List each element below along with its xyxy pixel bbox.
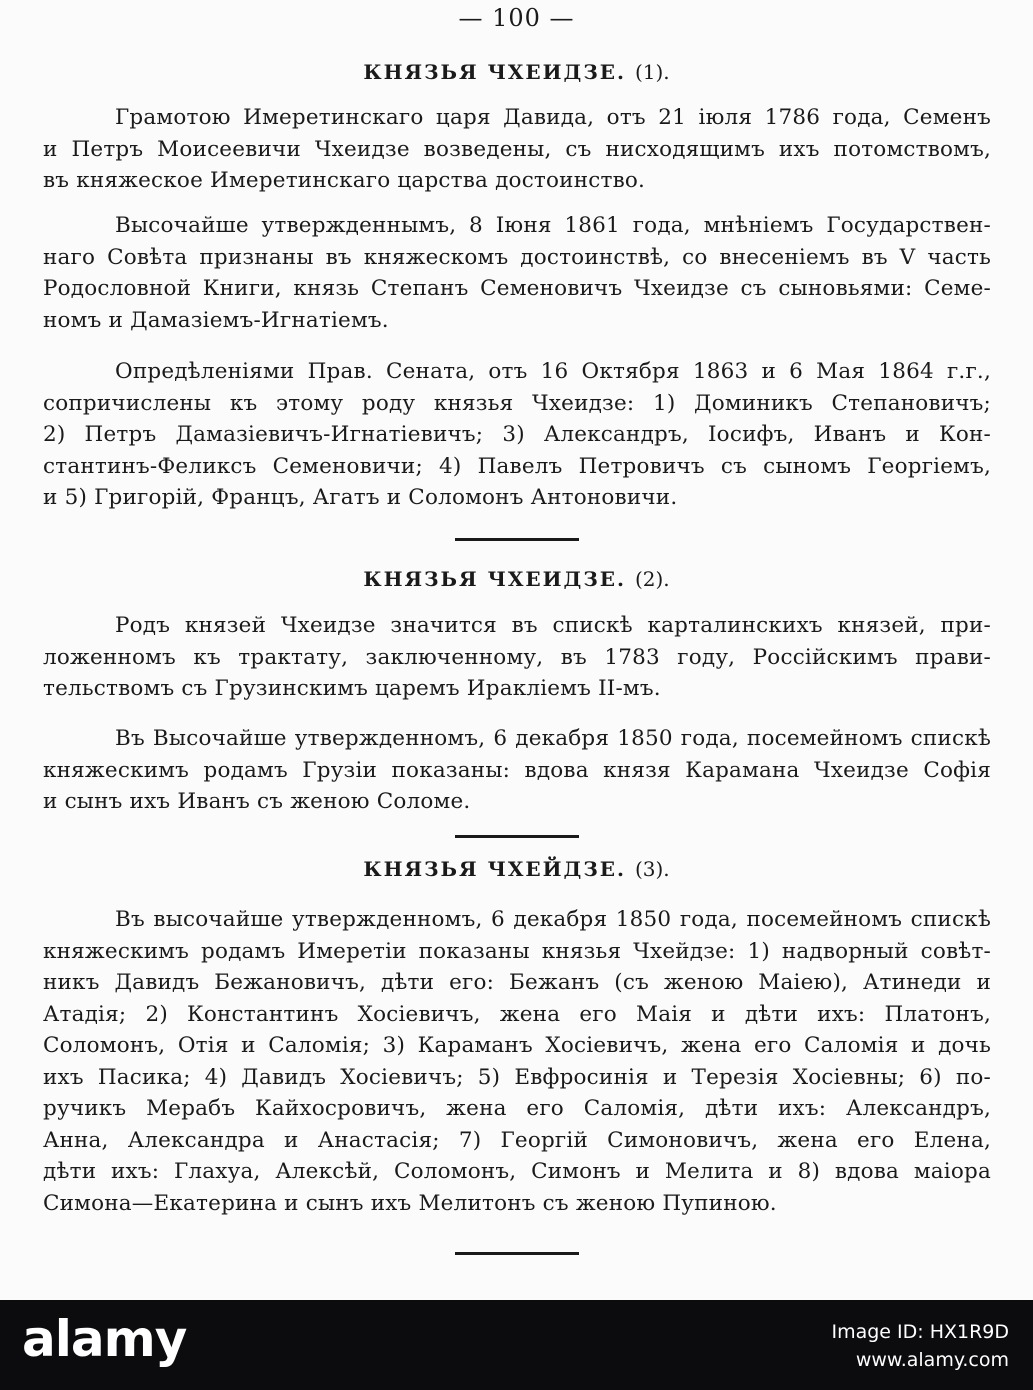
text-line: Родъ князей Чхеидзе значится въ спискѣ карталинскихъ князей, при- — [115, 613, 991, 638]
section-divider — [455, 1252, 579, 1255]
text-line: стантинъ-Феликсъ Семеновичи; 4) Павелъ Петровичъ съ сыномъ Георгіемъ, — [43, 453, 991, 479]
text-line: ихъ Пасика; 4) Давидъ Хосіевичъ; 5) Евфросинія и Терезія Хосіевны; 6) по- — [43, 1064, 991, 1090]
text-line: Опредѣленіями Прав. Сената, отъ 16 Октября 1863 и 6 Мая 1864 г.г., — [115, 359, 991, 384]
text-line: Въ Высочайше утвержденномъ, 6 декабря 1850 года, посемейномъ спискѣ — [115, 726, 991, 751]
text-line: Анна, Александра и Анастасія; 7) Георгій Симоновичъ, жена его Елена, — [43, 1127, 991, 1153]
section-2-paragraph-2 — [43, 723, 991, 818]
text-line: Высочайше утвержденнымъ, 8 Іюня 1861 года, мнѣніемъ Государствен- — [115, 213, 991, 238]
text-line: въ княжеское Имеретинскаго царства достоинство. — [43, 168, 646, 193]
section-3-number: (3). — [634, 857, 670, 881]
text-line: сопричислены къ этому роду князья Чхеидзе: 1) Доминикъ Степановичъ; — [43, 390, 991, 416]
text-line: княжескимъ родамъ Грузіи показаны: вдова князя Карамана Чхеидзе Софія — [43, 757, 991, 783]
text-line: Соломонъ, Отія и Саломія; 3) Караманъ Хосіевичъ, жена его Саломія и дочь — [43, 1033, 991, 1058]
section-3-paragraph-1 — [43, 904, 991, 1219]
image-id-block — [831, 1318, 1009, 1374]
text-line: Грамотою Имеретинскаго царя Давида, отъ 21 іюля 1786 года, Семенъ — [115, 105, 991, 130]
text-line: ложенномъ къ трактату, заключенному, въ 1783 году, Россійскимъ прави- — [43, 644, 991, 670]
section-divider — [455, 538, 579, 541]
section-3-title: КНЯЗЬЯ ЧХЕЙДЗЕ. — [363, 857, 626, 881]
section-1-paragraph-2 — [43, 210, 991, 336]
page-number: — 100 — — [458, 4, 575, 32]
watermark-footer-bar — [0, 1300, 1033, 1390]
section-2-heading — [0, 567, 1033, 591]
text-line: и сынъ ихъ Иванъ съ женою Соломе. — [43, 789, 471, 814]
alamy-logo — [22, 1310, 186, 1368]
text-line: ручикъ Мерабъ Кайхосровичъ, жена его Саломія, дѣти ихъ: Александръ, — [43, 1096, 991, 1121]
image-id: Image ID: HX1R9D — [831, 1321, 1009, 1343]
text-line: Родословной Книги, князь Степанъ Семеновичъ Чхеидзе съ сыновьями: Семе- — [43, 276, 991, 301]
text-line: никъ Давидъ Бежановичъ, дѣти его: Бежанъ (съ женою Маіею), Атинеди и — [43, 970, 991, 995]
text-line: Атадія; 2) Константинъ Хосіевичъ, жена его Маія и дѣти ихъ: Платонъ, — [43, 1001, 991, 1027]
section-1-paragraph-1 — [43, 102, 991, 197]
section-2-title: КНЯЗЬЯ ЧХЕИДЗЕ. — [363, 567, 626, 591]
text-line: и 5) Григорій, Францъ, Агатъ и Соломонъ Антоновичи. — [43, 485, 678, 510]
section-1-number: (1). — [634, 60, 670, 84]
text-line: и Петръ Моисеевичи Чхеидзе возведены, съ нисходящимъ ихъ потомствомъ, — [43, 136, 991, 162]
section-1-heading — [0, 60, 1033, 84]
text-line: дѣти ихъ: Глахуа, Алексѣй, Соломонъ, Симонъ и Мелита и 8) вдова маіора — [43, 1159, 991, 1184]
section-2-number: (2). — [634, 567, 670, 591]
site-url: www.alamy.com — [855, 1349, 1009, 1371]
alamy-logo-text: alamy — [22, 1310, 187, 1368]
text-line: Симона—Екатерина и сынъ ихъ Мелитонъ съ женою Пупиною. — [43, 1190, 777, 1216]
section-2-paragraph-1 — [43, 610, 991, 705]
text-line: Въ высочайше утвержденномъ, 6 декабря 1850 года, посемейномъ спискѣ — [115, 907, 991, 932]
text-line: наго Совѣта признаны въ княжескомъ достоинствѣ, со внесеніемъ въ V часть — [43, 244, 991, 270]
section-3-heading — [0, 857, 1033, 881]
section-1-title: КНЯЗЬЯ ЧХЕИДЗЕ. — [363, 60, 626, 84]
text-line: номъ и Дамазіемъ-Игнатіемъ. — [43, 307, 389, 333]
section-1-paragraph-3 — [43, 356, 991, 514]
text-line: 2) Петръ Дамазіевичъ-Игнатіевичъ; 3) Александръ, Іосифъ, Иванъ и Кон- — [43, 422, 991, 447]
section-divider — [455, 835, 579, 838]
text-line: тельствомъ съ Грузинскимъ царемъ Иракліемъ II-мъ. — [43, 676, 661, 701]
text-line: княжескимъ родамъ Имеретіи показаны князья Чхейдзе: 1) надворный совѣт- — [43, 938, 991, 964]
